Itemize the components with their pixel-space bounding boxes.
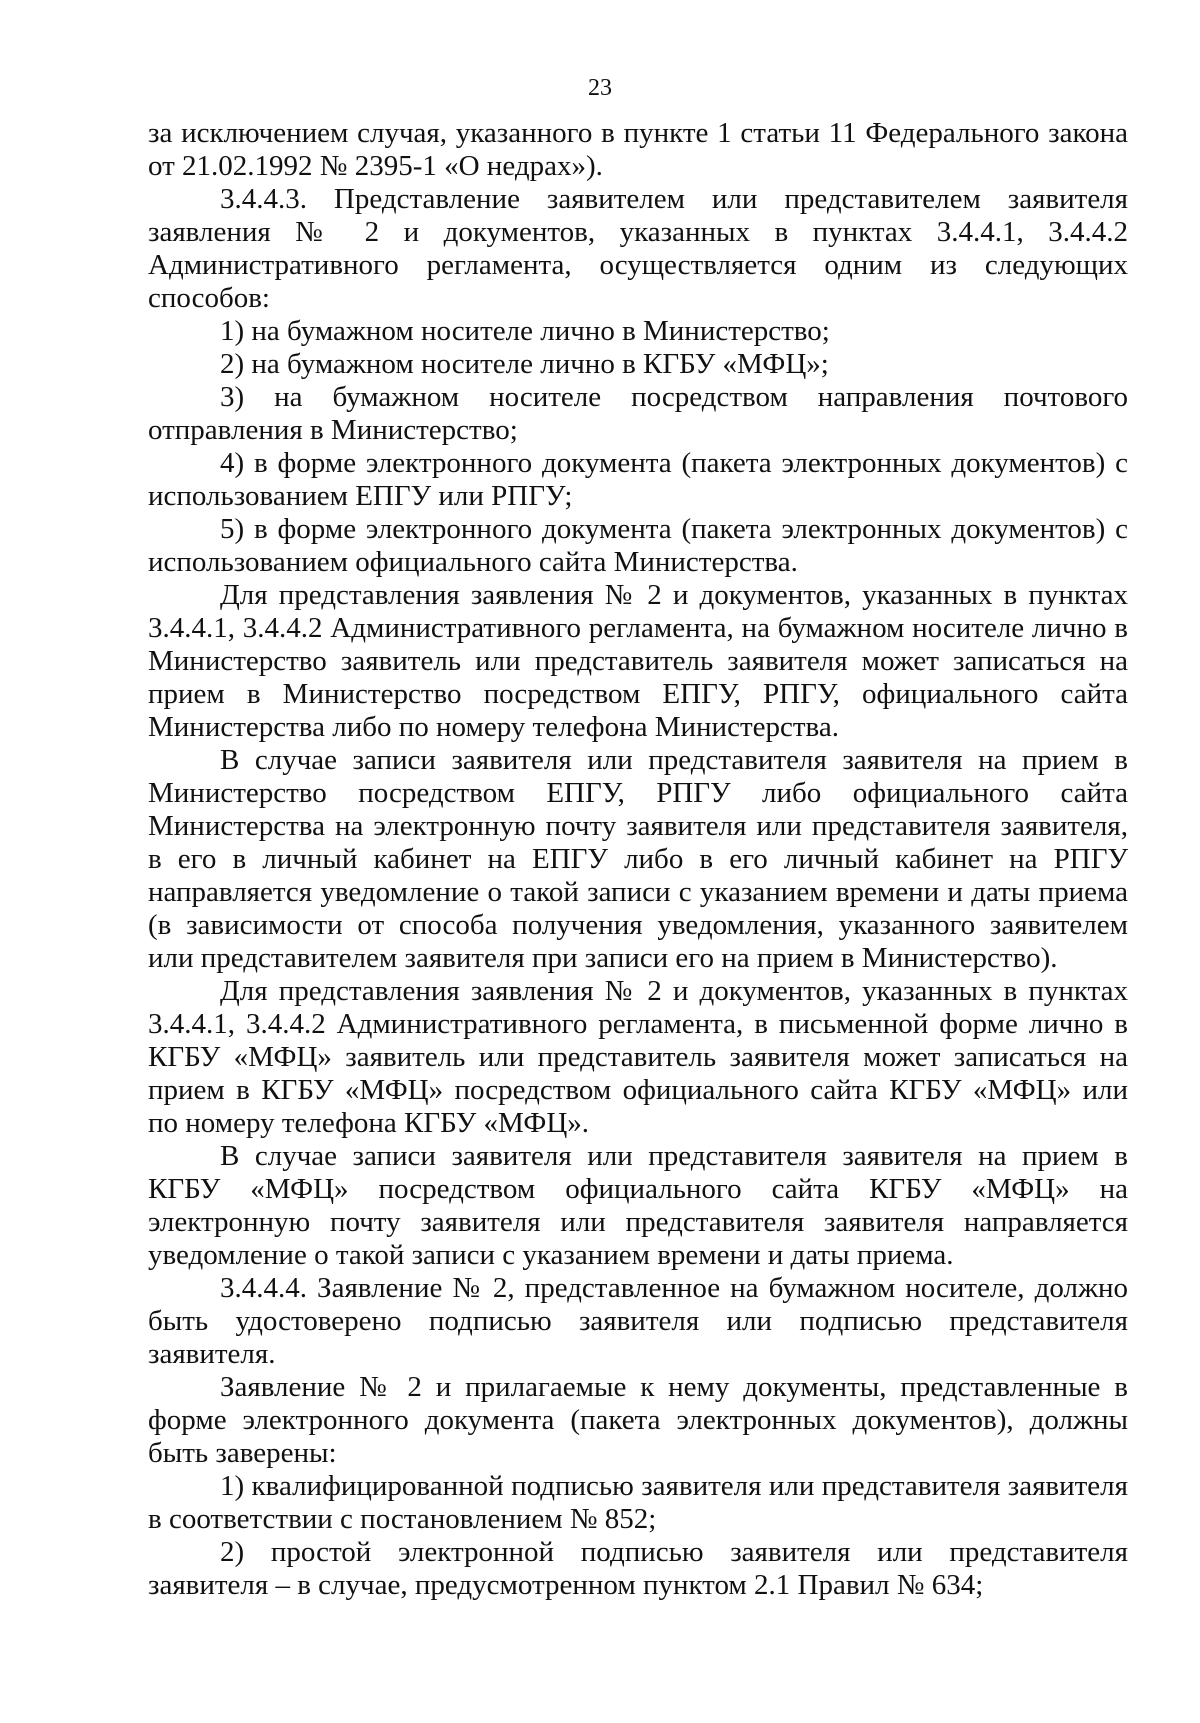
list-item: 1) квалифицированной подписью заявителя или представителя заявителя в соответствии с постановлением № 852;: [148, 1470, 1128, 1535]
paragraph: за исключением случая, указанного в пункте 1 статьи 11 Федерального закона от 21.02.1992 № 2395-1 «О недрах»).: [148, 117, 1128, 182]
paragraph: 3.4.4.4. Заявление № 2, представленное на бумажном носителе, должно быть удостоверено подписью заявителя или подписью представителя заявителя.: [148, 1272, 1128, 1370]
document-body: [148, 117, 1128, 1602]
paragraph: В случае записи заявителя или представителя заявителя на прием в КГБУ «МФЦ» посредством официального сайта КГБУ «МФЦ» на электронную почту заявителя или представителя заявителя направляется уведомление о такой записи с указанием времени и даты приема.: [148, 1140, 1128, 1271]
list-item: 2) на бумажном носителе лично в КГБУ «МФЦ»;: [220, 348, 829, 380]
list-item: 4) в форме электронного документа (пакета электронных документов) с использованием ЕПГУ или РПГУ;: [148, 447, 1128, 512]
list-item: 3) на бумажном носителе посредством направления почтового отправления в Министерство;: [148, 381, 1128, 446]
list-item: 1) на бумажном носителе лично в Министерство;: [220, 315, 830, 347]
page-number: 23: [588, 75, 612, 101]
list-item: 2) простой электронной подписью заявителя или представителя заявителя – в случае, предусмотренном пунктом 2.1 Правил № 634;: [148, 1536, 1128, 1601]
list-item: 5) в форме электронного документа (пакета электронных документов) с использованием официального сайта Министерства.: [148, 513, 1128, 578]
paragraph: В случае записи заявителя или представителя заявителя на прием в Министерство посредством ЕПГУ, РПГУ либо официального сайта Министерства на электронную почту заявителя или представителя заявителя, в его в личный кабинет на ЕПГУ либо в его личный кабинет на РПГУ направляется уведомление о такой записи с указанием времени и даты приема (в зависимости от способа получения уведомления, указанного заявителем или представителем заявителя при записи его на прием в Министерство).: [148, 744, 1128, 974]
paragraph: Для представления заявления № 2 и документов, указанных в пунктах 3.4.4.1, 3.4.4.2 Административного регламента, в письменной форме лично в КГБУ «МФЦ» заявитель или представитель заявителя может записаться на прием в КГБУ «МФЦ» посредством официального сайта КГБУ «МФЦ» или по номеру телефона КГБУ «МФЦ».: [148, 975, 1128, 1139]
paragraph: 3.4.4.3. Представление заявителем или представителем заявителя заявления № 2 и документов, указанных в пунктах 3.4.4.1, 3.4.4.2 Административного регламента, осуществляется одним из следующих способов:: [148, 183, 1128, 314]
paragraph: Заявление № 2 и прилагаемые к нему документы, представленные в форме электронного документа (пакета электронных документов), должны быть заверены:: [148, 1371, 1128, 1469]
paragraph: Для представления заявления № 2 и документов, указанных в пунктах 3.4.4.1, 3.4.4.2 Административного регламента, на бумажном носителе лично в Министерство заявитель или представитель заявителя может записаться на прием в Министерство посредством ЕПГУ, РПГУ, официального сайта Министерства либо по номеру телефона Министерства.: [148, 579, 1128, 743]
